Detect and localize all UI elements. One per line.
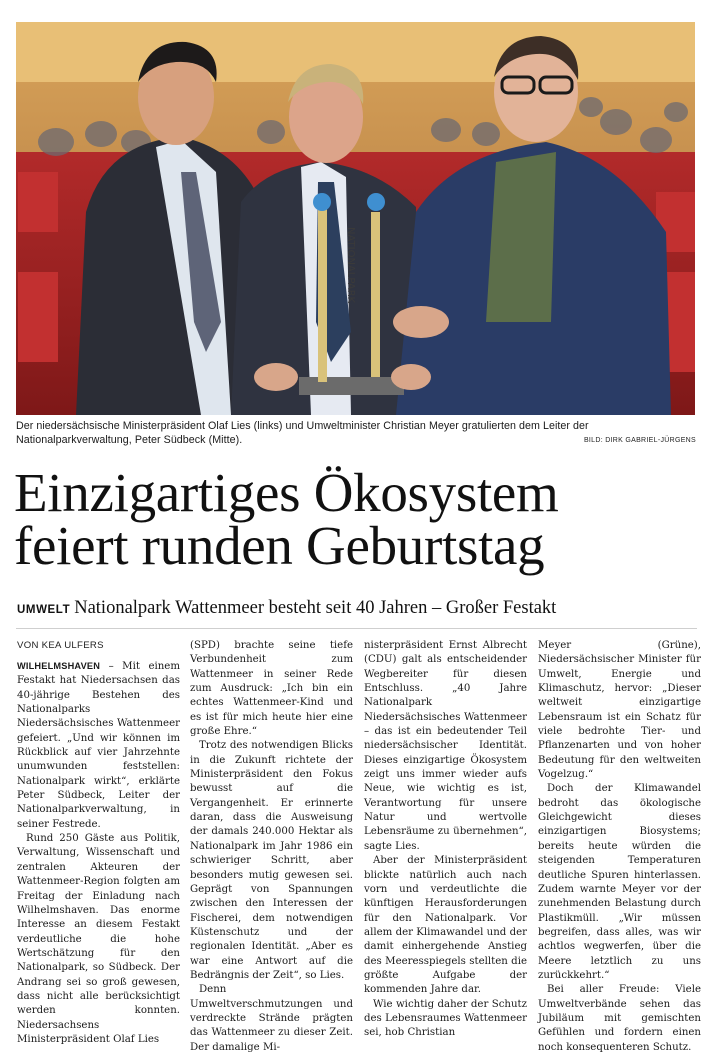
photo-credit: BILD: DIRK GABRIEL-JÜRGENS (583, 437, 696, 444)
photo-illustration (16, 22, 695, 415)
paragraph: Aber der Ministerpräsident blickte natürlich auch nach vorn und verdeutlichte die künftigen Herausforderungen für den Nationalpark. Vor allem der Klimawandel und der damit einhergehende Anstieg des Meeresspiegels stellten die größte Aufgabe der kommenden Jahre dar. (364, 855, 527, 996)
photo-caption: Der niedersächsische Ministerpräsident Olaf Lies (links) und Umweltminister Christian Meyer gratulierten dem Leiter der Nationalparkverwaltung, Peter Südbeck (Mitte). (16, 420, 589, 446)
headline (14, 462, 704, 576)
divider (16, 628, 697, 629)
subheadline-text: Nationalpark Wattenmeer besteht seit 40 Jahren – Großer Festakt (74, 598, 557, 618)
paragraph-text: – Mit einem Festakt hat Niedersachsen das 40-jährige Bestehen des Nationalparks Niedersächsisches Wattenmeer gefeiert. „Und wir können im Rückblick auf vier Jahrzehnte unumwunden feststellen: Nationalpark wirkt“, erklärte Peter Südbeck, Leiter der Nationalparkverwaltung, in seiner Festrede. (17, 661, 180, 830)
paragraph: Rund 250 Gäste aus Politik, Verwaltung, Wissenschaft und zentralen Akteuren der Wattenmeer-Region folgten am Freitag der Einladung nach Wilhelmshaven. Das enorme Interesse an diesem Festakt verdeutliche die hohe Wertschätzung für den Nationalpark, so Südbeck. Der Andrang sei so groß gewesen, dass nicht alle berücksichtigt werden konnten. Niedersachsens Ministerpräsident Olaf Lies (17, 833, 180, 1045)
article-column-3 (364, 639, 527, 1041)
article-photo (16, 22, 695, 415)
subheadline (17, 597, 707, 621)
byline: VON KEA ULFERS (17, 640, 104, 651)
article-column-1 (17, 659, 180, 1047)
paragraph: Doch der Klimawandel bedroht das ökologische Gleichgewicht dieses einzigartigen Biosystems; bereits heute würden die steigenden Temperaturen deutliche Spuren hinterlassen. Zudem warnte Meyer vor der zunehmenden Belastung durch Plastikmüll. „Wir müssen begreifen, dass alles, was wir achtlos wegwerfen, über die Meere letztlich zu uns zurückkehrt.“ (538, 783, 701, 981)
article-column-2 (190, 639, 353, 1055)
headline-line-2: feiert runden Geburtstag (14, 515, 545, 576)
paragraph: nisterpräsident Ernst Albrecht (CDU) galt als entscheidender Wegbereiter für diesen Entschluss. „40 Jahre Nationalpark Niedersächsisches Wattenmeer – das ist ein bedeutender Teil niedersächsischer Identität. Dieses einzigartige Ökosystem zeigt uns immer wieder aufs Neue, wie wichtig es ist, Verantwortung für unsere Natur und wertvolle Lebensräume zu übernehmen“, sagte Lies. (364, 640, 527, 852)
paragraph: Wie wichtig daher der Schutz des Lebensraumes Wattenmeer sei, hob Christian (364, 998, 527, 1039)
section-kicker: UMWELT (17, 604, 71, 616)
dateline: WILHELMSHAVEN (17, 661, 101, 671)
article-column-4 (538, 639, 701, 1055)
paragraph (17, 659, 180, 832)
paragraph: Meyer (Grüne), Niedersächsischer Minister für Umwelt, Energie und Klimaschutz, hervor: „Dieser weltweit einzigartige Lebensraum ist ein Schatz für viele bedrohte Tier- und Pflanzenarten und von hoher Bedeutung für den weltweiten Vogelzug.“ (538, 640, 701, 781)
paragraph: (SPD) brachte seine tiefe Verbundenheit zum Wattenmeer in seiner Rede zum Ausdruck: „Ich bin ein echtes Wattenmeer-Kind und es ist für mich heute hier eine große Ehre.“ (190, 640, 353, 738)
trophy-label: NATIONALPARK (345, 227, 356, 304)
paragraph: Bei aller Freude: Viele Umweltverbände sehen das Jubiläum mit gemischten Gefühlen und fordern einen noch konsequenteren Schutz. (538, 984, 701, 1053)
headline-line-1: Einzigartiges Ökosystem (14, 462, 559, 523)
paragraph: Trotz des notwendigen Blicks in die Zukunft richtete der Ministerpräsident den Fokus bewusst auf die Vergangenheit. Er erinnerte daran, dass die Ausweisung der damals 240.000 Hektar als Nationalpark im Jahr 1986 ein schwieriger Schritt, aber besonders mutig gewesen sei. Geprägt von Spannungen zwischen den Interessen der Fischerei, dem notwendigen Küstenschutz und der regionalen Identität. „Aber es war eine Antwort auf die Bedrängnis der Zeit“, so Lies. (190, 740, 353, 981)
paragraph: Denn Umweltverschmutzungen und verdreckte Strände prägten das Wattenmeer zu dieser Zeit. Der damalige Mi- (190, 984, 353, 1053)
